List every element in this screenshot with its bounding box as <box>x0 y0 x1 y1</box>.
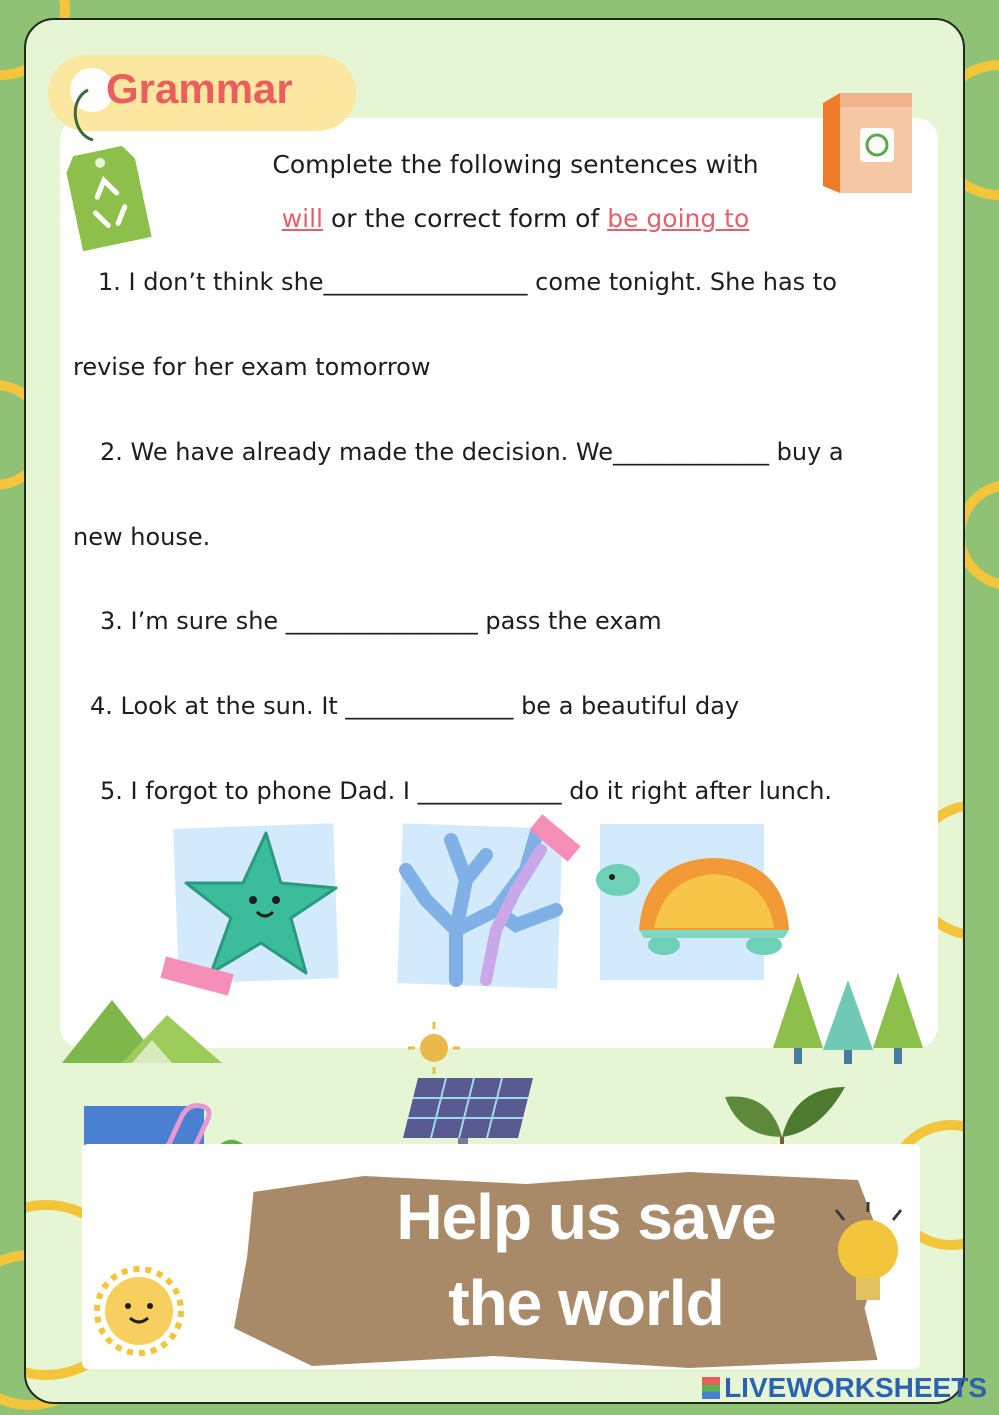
sentence-3: 3. I’m sure she ________________ pass the exam <box>100 607 662 635</box>
sentence-5: 5. I forgot to phone Dad. I ____________ do it right after lunch. <box>100 777 833 805</box>
instruction-connector: or the correct form of <box>323 204 608 233</box>
worksheet-frame <box>24 18 965 1404</box>
turtle-icon <box>594 850 804 970</box>
trees-icon <box>768 968 928 1068</box>
mountain-icon <box>62 995 222 1065</box>
sentence-4: 4. Look at the sun. It ______________ be a beautiful day <box>90 692 740 720</box>
instruction-line-2 <box>26 204 965 233</box>
sentence-2: 2. We have already made the decision. We_____________ buy a <box>100 438 844 466</box>
keyword-be-going-to: be going to <box>607 204 750 233</box>
keyword-will: will <box>281 204 323 233</box>
paper-bag-icon <box>818 88 918 198</box>
sentence-1-cont: revise for her exam tomorrow <box>73 353 431 381</box>
liveworksheets-logo-icon <box>702 1377 720 1399</box>
brand-logo <box>702 1372 987 1404</box>
instruction-line-1: Complete the following sentences with <box>272 150 759 179</box>
sentence-1: 1. I don’t think she_________________ come tonight. She has to <box>98 268 837 296</box>
brand-name: LIVEWORKSHEETS <box>724 1372 987 1403</box>
sun-icon <box>406 1020 462 1076</box>
banner-line-1: Help us save <box>396 1181 776 1253</box>
starfish-icon <box>181 828 341 983</box>
sentence-2-cont: new house. <box>73 523 211 551</box>
banner-line-2: the world <box>448 1267 724 1339</box>
lightbulb-icon <box>826 1200 916 1320</box>
page-title: Grammar <box>106 65 293 112</box>
smiling-sun-icon <box>84 1256 194 1366</box>
